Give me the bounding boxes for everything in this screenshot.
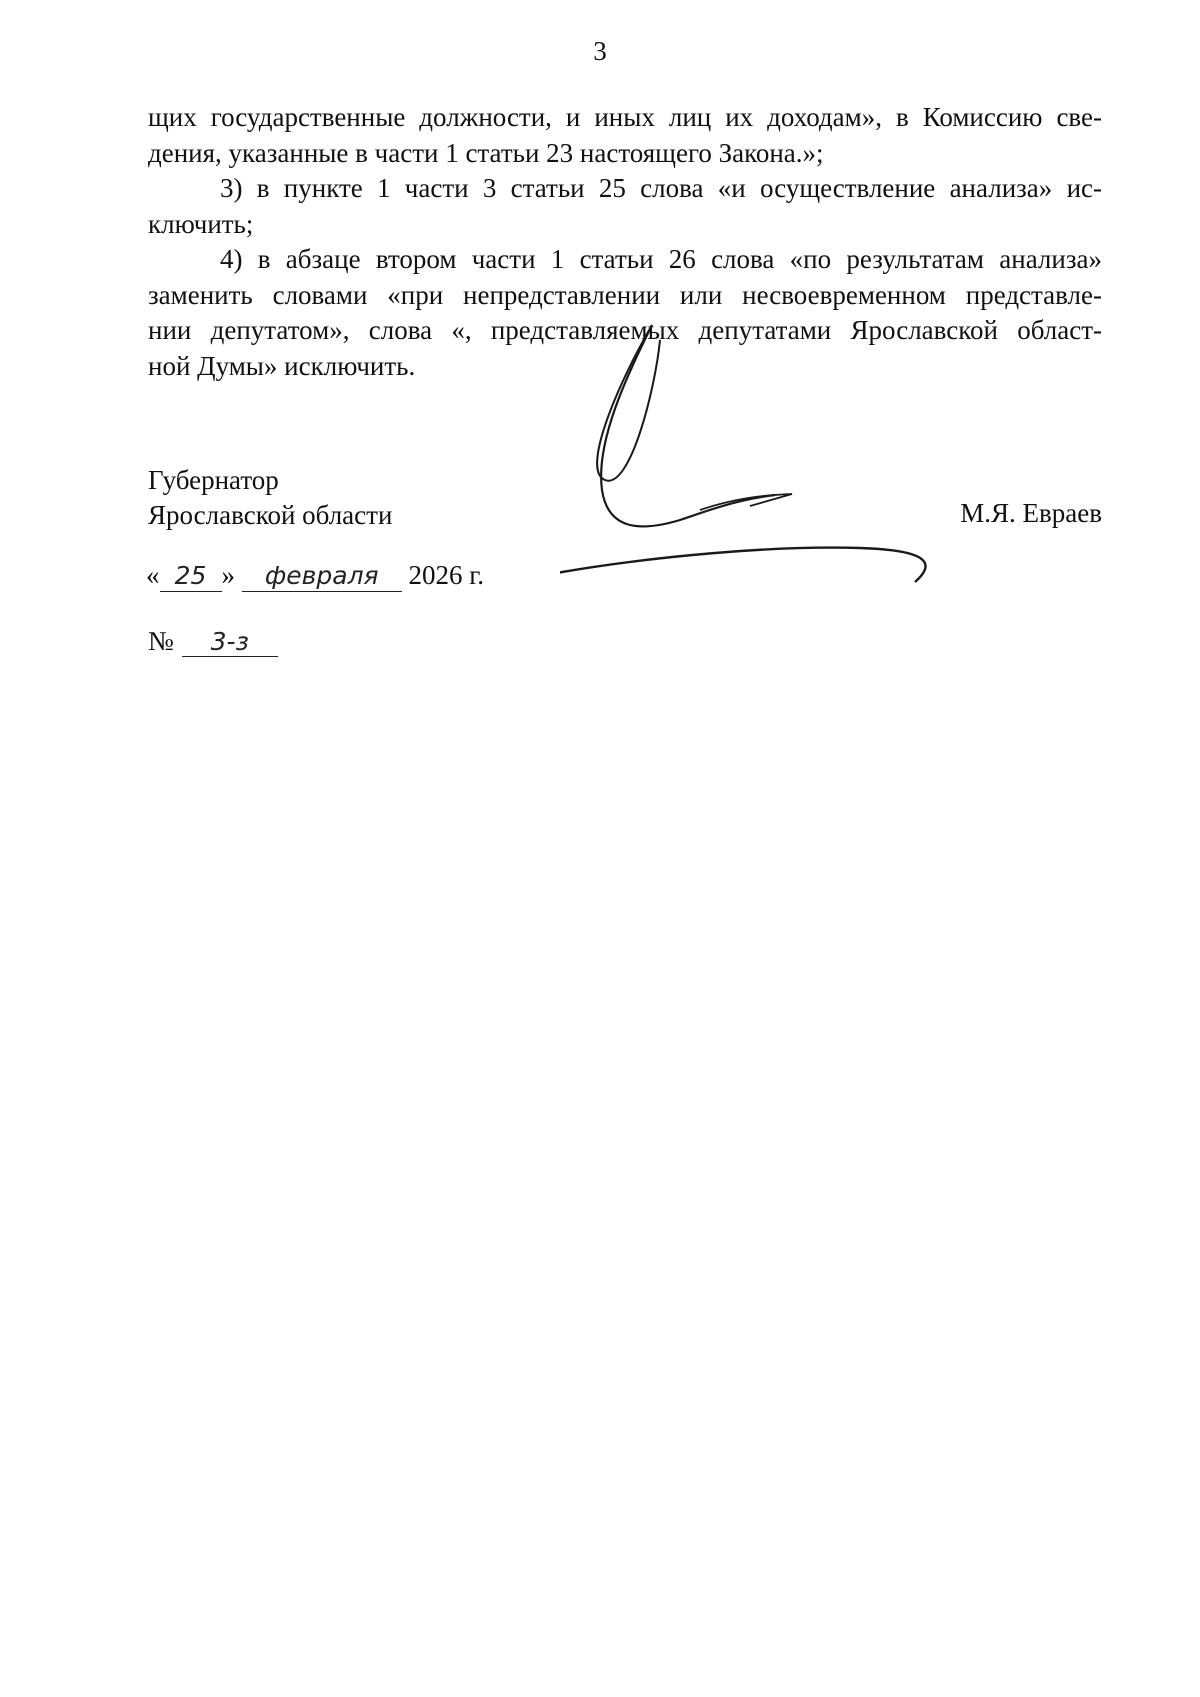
date-open-quote: «: [146, 560, 160, 590]
paragraph-3-line-2: заменить словами «при непредставлении или несвоевременном представле-: [148, 279, 1102, 310]
signatory-title-line-1: Губернатор: [148, 465, 279, 495]
paragraph-3-line-1: 4) в абзаце втором части 1 статьи 26 слова «по результатам анализа»: [220, 244, 1102, 274]
paragraph-2-line-2: ключить;: [148, 208, 254, 239]
number-value: 3-з: [182, 627, 278, 657]
number-label: №: [148, 626, 174, 656]
paragraph-3-line-4: ной Думы» исключить.: [148, 350, 416, 381]
date-month: февраля: [242, 561, 402, 592]
date-day: 25: [160, 561, 222, 592]
signatory-title: [148, 463, 392, 533]
paragraph-1-line-2: дения, указанные в части 1 статьи 23 настоящего Закона.»;: [148, 137, 824, 168]
paragraph-2-line-1: 3) в пункте 1 части 3 статьи 25 слова «и осуществление анализа» ис-: [220, 173, 1102, 203]
paragraph-1-line-1: щих государственные должности, и иных лиц их доходам», в Комиссию све-: [148, 102, 1102, 132]
signatory-title-line-2: Ярославской области: [148, 500, 393, 530]
date-close-quote: »: [221, 560, 235, 590]
page-number: 3: [593, 36, 607, 66]
signing-date: [146, 560, 484, 592]
law-number: [148, 626, 278, 657]
signatory-name: М.Я. Евраев: [960, 498, 1102, 528]
date-year: 2026 г.: [408, 560, 485, 590]
paragraph-3-line-3: нии депутатом», слова «, представляемых депутатами Ярославской област-: [148, 315, 1102, 345]
handwritten-signature: [560, 320, 1000, 590]
